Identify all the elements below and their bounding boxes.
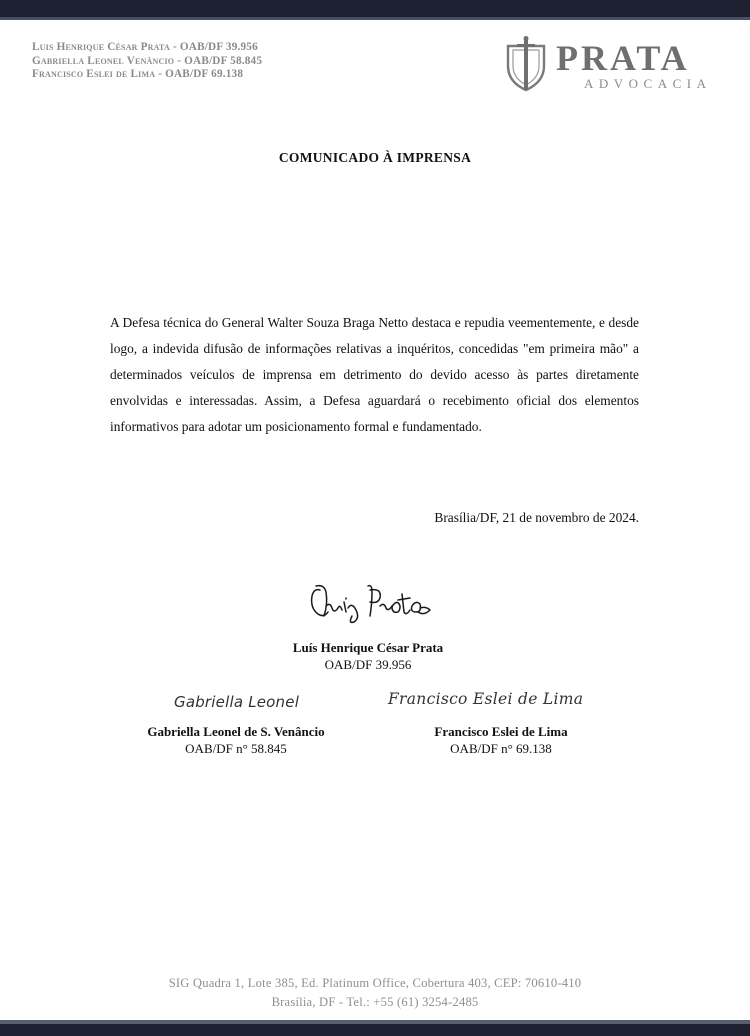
letterhead-footer (0, 974, 750, 1012)
signatory-oab-3: OAB/DF n° 69.138 (450, 741, 552, 756)
lawyer-line-3: Francisco Eslei de Lima - OAB/DF 69.138 (32, 68, 244, 80)
signatory-name-1: Luís Henrique César Prata (292, 640, 444, 655)
logo-subtitle: ADVOCACIA (584, 76, 712, 91)
shield-sword-icon (502, 36, 550, 94)
bottom-border-bar (0, 1024, 750, 1036)
lawyer-line-1: Luis Henrique César Prata - OAB/DF 39.956 (32, 41, 258, 53)
signatory-oab-2: OAB/DF n° 58.845 (185, 741, 287, 756)
signature-luis-prata (306, 582, 436, 626)
signature-francisco-eslei: Francisco Eslei de Lima (388, 690, 584, 708)
top-border-stripe (0, 17, 750, 20)
firm-logo (502, 36, 717, 96)
signatory-name-2: Gabriella Leonel de S. Venâncio (147, 724, 325, 739)
signatory-name-3: Francisco Eslei de Lima (434, 724, 568, 739)
footer-address: SIG Quadra 1, Lote 385, Ed. Platinum Office, Cobertura 403, CEP: 70610-410 (168, 976, 582, 990)
lawyer-line-2: Gabriella Leonel Venâncio - OAB/DF 58.845 (32, 54, 263, 67)
document-date: Brasília/DF, 21 de novembro de 2024. (434, 510, 639, 525)
logo-name: PRATA (556, 38, 690, 78)
footer-contact: Brasília, DF - Tel.: +55 (61) 3254-2485 (271, 995, 479, 1009)
statement-paragraph: A Defesa técnica do General Walter Souza Braga Netto destaca e repudia veementemente, e desde logo, a indevida difusão de informações relativas a inquéritos, concedidas "em primeira mão" a determinados veículos de imprensa em detrimento do devido acesso às partes diretamente envolvidas e interessadas. Assim, a Defesa aguardará o recebimento oficial dos elementos informativos para adotar um posicionamento formal e fundamentado. (110, 315, 639, 434)
letterhead-lawyers (32, 41, 262, 82)
document-title: COMUNICADO À IMPRENSA (278, 150, 472, 165)
signatory-oab-1: OAB/DF 39.956 (324, 657, 412, 672)
signature-gabriella-leonel: Gabriella Leonel (174, 693, 300, 711)
